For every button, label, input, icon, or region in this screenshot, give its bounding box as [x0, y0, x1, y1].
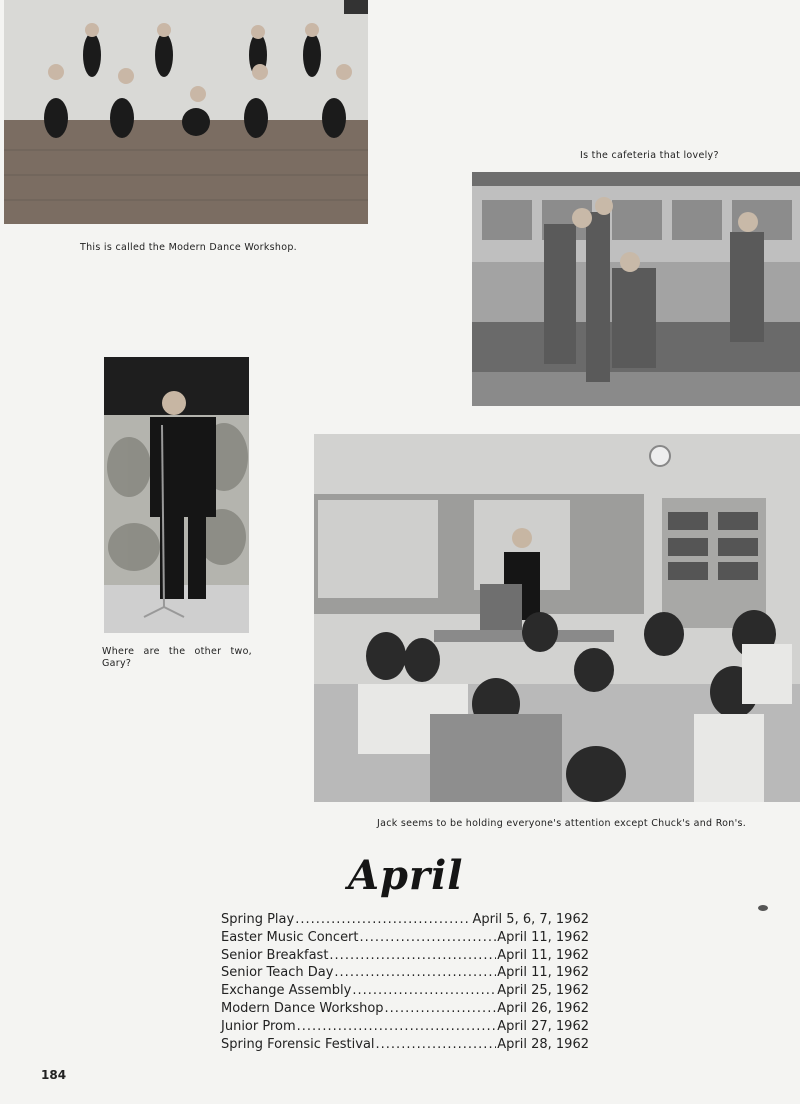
event-name: Exchange Assembly	[221, 983, 352, 999]
leader-dots	[295, 912, 471, 927]
cafeteria-photo	[472, 172, 800, 406]
event-name: Spring Play	[221, 912, 295, 927]
guitar-caption: Where are the other two, Gary?	[102, 646, 252, 669]
event-date: April 28, 1962	[497, 1036, 589, 1052]
schedule-row	[221, 1019, 589, 1037]
event-name: Spring Forensic Festival	[221, 1036, 375, 1052]
ink-speck	[758, 905, 768, 911]
event-name: Modern Dance Workshop	[221, 1000, 384, 1016]
event-date: April 5, 6, 7, 1962	[472, 912, 589, 927]
event-name: Junior Prom	[221, 1018, 296, 1034]
schedule-row	[221, 983, 589, 1001]
schedule-row	[221, 1037, 589, 1055]
event-date: April 25, 1962	[497, 983, 589, 999]
schedule-row	[221, 1001, 589, 1019]
cafeteria-caption: Is the cafeteria that lovely?	[580, 150, 719, 161]
event-schedule	[221, 912, 589, 1054]
leader-dots	[329, 948, 496, 963]
event-name: Senior Breakfast	[221, 947, 329, 963]
guitar-photo	[104, 357, 249, 633]
leader-dots	[334, 965, 496, 980]
leader-dots	[297, 1019, 497, 1034]
event-date: April 11, 1962	[497, 947, 589, 963]
leader-dots	[385, 1001, 497, 1016]
schedule-row	[221, 948, 589, 966]
classroom-photo	[314, 434, 800, 802]
event-date: April 26, 1962	[497, 1000, 589, 1016]
leader-dots	[376, 1037, 497, 1052]
schedule-row	[221, 965, 589, 983]
dance-caption: This is called the Modern Dance Workshop.	[80, 242, 297, 253]
leader-dots	[352, 983, 496, 998]
schedule-row	[221, 930, 589, 948]
event-name: Senior Teach Day	[221, 965, 334, 981]
event-date: April 11, 1962	[497, 965, 589, 981]
event-date: April 27, 1962	[497, 1018, 589, 1034]
page-number: 184	[41, 1068, 67, 1082]
modern-dance-photo	[4, 0, 368, 224]
leader-dots	[360, 930, 497, 945]
classroom-caption: Jack seems to be holding everyone's attention except Chuck's and Ron's.	[377, 818, 747, 829]
event-name: Easter Music Concert	[221, 929, 359, 945]
schedule-row	[221, 912, 589, 930]
event-date: April 11, 1962	[497, 929, 589, 945]
month-heading: April	[348, 852, 464, 899]
